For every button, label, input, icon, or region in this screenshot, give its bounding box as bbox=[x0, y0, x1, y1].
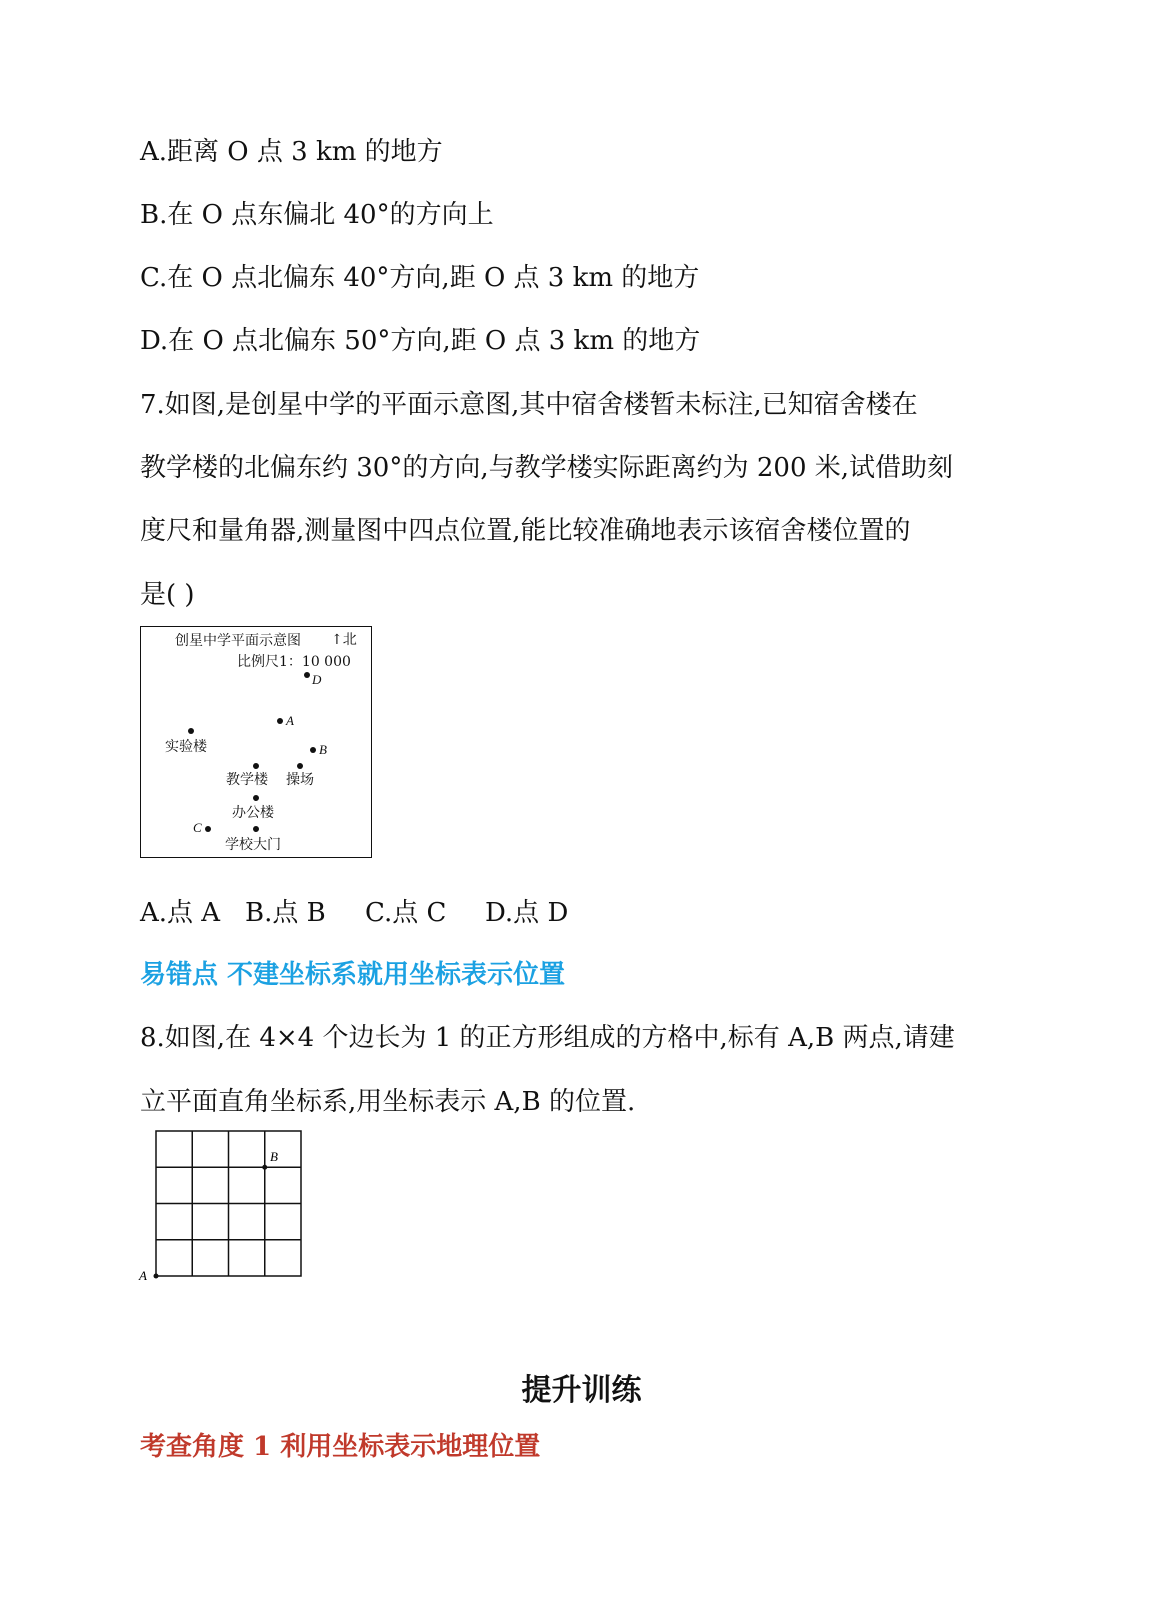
lab-building-marker bbox=[188, 728, 194, 734]
office-building-label: 办公楼 bbox=[232, 805, 274, 821]
grid-point-a-label: A bbox=[139, 1268, 147, 1283]
point-b-label: B bbox=[319, 742, 327, 757]
q6-option-b: B.在 O 点东偏北 40°的方向上 bbox=[140, 200, 494, 230]
map-scale: 比例尺1：10 000 bbox=[237, 654, 351, 670]
q7-line-4: 是( ) bbox=[140, 580, 195, 610]
teaching-building-label: 教学楼 bbox=[226, 772, 268, 788]
school-gate-marker bbox=[253, 826, 259, 832]
point-c-marker bbox=[205, 826, 211, 832]
grid-point-b bbox=[262, 1165, 267, 1170]
point-b-marker bbox=[310, 747, 316, 753]
q7-line-2: 教学楼的北偏东约 30°的方向,与教学楼实际距离约为 200 米,试借助刻 bbox=[140, 453, 954, 483]
north-indicator bbox=[331, 632, 357, 648]
point-a-marker bbox=[277, 718, 283, 724]
playground-label: 操场 bbox=[286, 772, 314, 788]
q7-line-3: 度尺和量角器,测量图中四点位置,能比较准确地表示该宿舍楼位置的 bbox=[140, 516, 911, 546]
q6-option-c: C.在 O 点北偏东 40°方向,距 O 点 3 km 的地方 bbox=[140, 263, 700, 293]
q8-line-2: 立平面直角坐标系,用坐标表示 A,B 的位置. bbox=[140, 1087, 636, 1117]
q7-option-b: B.点 B bbox=[245, 898, 326, 928]
grid-point-a bbox=[154, 1274, 159, 1279]
q7-line-1: 7.如图,是创星中学的平面示意图,其中宿舍楼暂未标注,已知宿舍楼在 bbox=[140, 390, 918, 420]
point-a-label: A bbox=[286, 713, 294, 728]
playground-marker bbox=[297, 763, 303, 769]
north-label: 北 bbox=[342, 632, 357, 648]
point-d-label: D bbox=[312, 672, 322, 687]
point-d-marker bbox=[304, 672, 310, 678]
map-title: 创星中学平面示意图 bbox=[175, 633, 301, 649]
square-grid bbox=[136, 1128, 306, 1284]
teaching-building-marker bbox=[253, 763, 259, 769]
office-building-marker bbox=[253, 795, 259, 801]
subsection-title: 考查角度 1 利用坐标表示地理位置 bbox=[140, 1432, 541, 1462]
q8-line-1: 8.如图,在 4×4 个边长为 1 的正方形组成的方格中,标有 A,B 两点,请建 bbox=[140, 1023, 955, 1053]
north-arrow-icon: ↑ bbox=[331, 632, 343, 648]
grid-point-b-label: B bbox=[270, 1149, 278, 1164]
q7-option-d: D.点 D bbox=[485, 898, 569, 928]
school-map bbox=[140, 626, 372, 858]
q6-option-d: D.在 O 点北偏东 50°方向,距 O 点 3 km 的地方 bbox=[140, 326, 701, 356]
error-prone-heading: 易错点 不建坐标系就用坐标表示位置 bbox=[140, 960, 566, 990]
q7-option-c: C.点 C bbox=[365, 898, 447, 928]
q6-option-a: A.距离 O 点 3 km 的地方 bbox=[140, 137, 443, 167]
section-title: 提升训练 bbox=[521, 1373, 642, 1408]
point-c-label: C bbox=[193, 820, 202, 835]
q7-option-a: A.点 A bbox=[140, 898, 221, 928]
lab-building-label: 实验楼 bbox=[165, 739, 207, 755]
school-gate-label: 学校大门 bbox=[225, 837, 281, 853]
